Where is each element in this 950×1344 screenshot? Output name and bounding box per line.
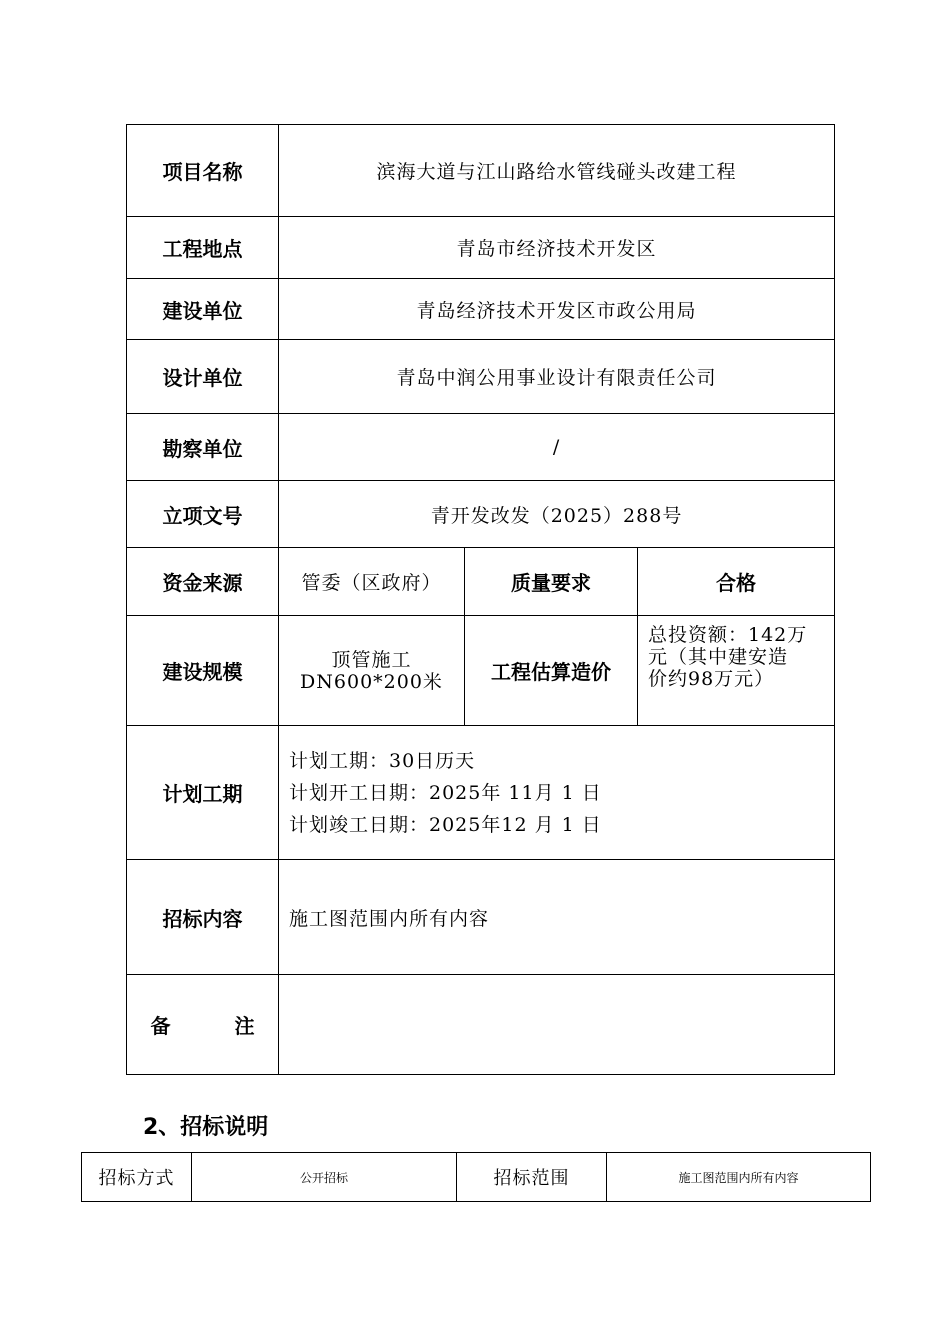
section-title: 2、招标说明 bbox=[143, 1115, 269, 1140]
scale-line-1: 顶管施工 bbox=[331, 648, 412, 671]
scale-value bbox=[279, 616, 465, 726]
row-schedule bbox=[127, 726, 835, 860]
schedule-line-2: 计划开工日期：2025年 11月 1 日 bbox=[289, 781, 602, 804]
tender-method-value: 公开招标 bbox=[192, 1153, 457, 1202]
survey-value: / bbox=[279, 414, 835, 481]
survey-label: 勘察单位 bbox=[127, 414, 279, 481]
cost-line-3: 价约98万元） bbox=[648, 668, 775, 690]
remark-label-char-2: 注 bbox=[234, 1014, 255, 1038]
row-project-name bbox=[127, 125, 835, 217]
scope-label: 招标内容 bbox=[127, 860, 279, 975]
approval-value: 青开发改发（2025）288号 bbox=[279, 481, 835, 548]
designer-value: 青岛中润公用事业设计有限责任公司 bbox=[279, 340, 835, 414]
row-approval bbox=[127, 481, 835, 548]
row-funding bbox=[127, 548, 835, 616]
row-remark bbox=[127, 975, 835, 1075]
builder-label: 建设单位 bbox=[127, 279, 279, 340]
row-scale bbox=[127, 616, 835, 726]
tender-method-label: 招标方式 bbox=[82, 1153, 192, 1202]
project-name-label: 项目名称 bbox=[127, 125, 279, 217]
tender-range-value: 施工图范围内所有内容 bbox=[607, 1153, 871, 1202]
tender-row bbox=[82, 1153, 871, 1202]
row-location bbox=[127, 217, 835, 279]
funding-value: 管委（区政府） bbox=[279, 548, 465, 616]
designer-label: 设计单位 bbox=[127, 340, 279, 414]
project-name-value: 滨海大道与江山路给水管线碰头改建工程 bbox=[279, 125, 835, 217]
cost-line-2: 元（其中建安造 bbox=[648, 646, 789, 668]
tender-info-table bbox=[81, 1152, 871, 1202]
row-builder bbox=[127, 279, 835, 340]
schedule-line-1: 计划工期：30日历天 bbox=[289, 749, 476, 772]
schedule-line-3: 计划竣工日期：2025年12 月 1 日 bbox=[289, 813, 602, 836]
schedule-value bbox=[279, 726, 835, 860]
builder-value: 青岛经济技术开发区市政公用局 bbox=[279, 279, 835, 340]
scope-value: 施工图范围内所有内容 bbox=[279, 860, 835, 975]
remark-label bbox=[127, 975, 279, 1075]
quality-value: 合格 bbox=[638, 548, 835, 616]
tender-range-label: 招标范围 bbox=[457, 1153, 607, 1202]
scale-line-2: DN600*200米 bbox=[300, 670, 443, 693]
cost-line-1: 总投资额：142万 bbox=[648, 624, 808, 646]
row-designer bbox=[127, 340, 835, 414]
approval-label: 立项文号 bbox=[127, 481, 279, 548]
remark-value bbox=[279, 975, 835, 1075]
remark-label-char-1: 备 bbox=[150, 1014, 171, 1038]
quality-label: 质量要求 bbox=[465, 548, 638, 616]
row-survey bbox=[127, 414, 835, 481]
row-scope bbox=[127, 860, 835, 975]
scale-label: 建设规模 bbox=[127, 616, 279, 726]
cost-value bbox=[638, 616, 835, 726]
schedule-label: 计划工期 bbox=[127, 726, 279, 860]
project-info-table bbox=[126, 124, 835, 1075]
cost-label: 工程估算造价 bbox=[465, 616, 638, 726]
location-value: 青岛市经济技术开发区 bbox=[279, 217, 835, 279]
funding-label: 资金来源 bbox=[127, 548, 279, 616]
location-label: 工程地点 bbox=[127, 217, 279, 279]
